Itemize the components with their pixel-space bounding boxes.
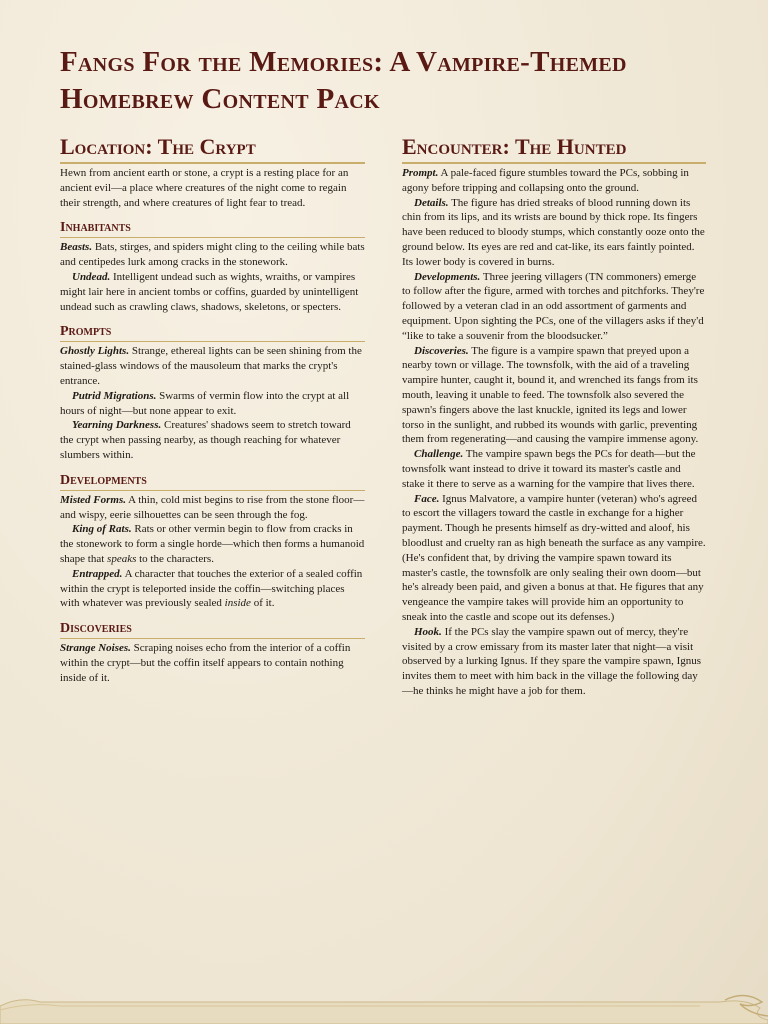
- lead-term: Hook.: [414, 625, 442, 638]
- emphasis-text: inside: [224, 597, 251, 610]
- page-footer-ornament: [0, 986, 768, 1024]
- body-text: Scraping noises echo from the interior of a coffin within the crypt—but the coffin itself appears to contain nothing inside of it.: [60, 642, 351, 684]
- prompts-heading: Prompts: [60, 324, 365, 342]
- body-text: Three jeering villagers (TN commoners) emerge to follow after the figure, armed with torches and pitchforks. They're followed by a veteran clad in an odd assortment of garments and equipment. Upon sighting the PCs, one of the villagers asks if they'd “like to take a souvenir from the bloodsucker.”: [402, 270, 705, 342]
- prompt-yearning-darkness: [60, 418, 365, 462]
- lead-term: King of Rats.: [72, 523, 132, 536]
- body-text: Intelligent undead such as wights, wraiths, or vampires might lair here in ancient tombs or coffins, guarded by unintelligent undead such as crawling claws, shadows, skeletons, or specters.: [60, 270, 359, 313]
- discoveries-heading: Discoveries: [60, 621, 365, 639]
- lead-term: Ghostly Lights.: [60, 345, 130, 358]
- encounter-details: [402, 196, 706, 270]
- body-text: Strange, ethereal lights can be seen shining from the stained-glass windows of the mausoleum that marks the crypt's entrance.: [60, 345, 362, 387]
- lead-term: Strange Noises.: [60, 642, 131, 655]
- left-column: [60, 134, 365, 686]
- body-text: The vampire spawn begs the PCs for death—but the townsfolk want instead to drive it toward its master's castle and stake it there to serve as a warning for the vampire that lives there.: [402, 448, 696, 490]
- location-heading: Location: The Crypt: [60, 134, 365, 164]
- encounter-discoveries: [402, 344, 706, 448]
- lead-term: Details.: [414, 196, 449, 209]
- developments-heading: Developments: [60, 473, 365, 491]
- body-text: Ignus Malvatore, a vampire hunter (veteran) who's agreed to escort the villagers toward the castle in exchange for a higher payment. Though he presents himself as dry-witted and aloof, his bloodlust and cruelty ran as high beneath the surface as any vampire. (He's confident that, by driving the vampire spawn toward its master's castle, the townsfolk are only sealing their own doom—but he's already been paid, and given a bonus at that. He figures that any vengeance the vampire takes will provide him an opportunity to sneak into the castle and scope out its defenses.): [402, 492, 706, 623]
- lead-term: Prompt.: [402, 167, 439, 179]
- body-text: A thin, cold mist begins to rise from the stone floor—and wispy, eerie silhouettes can be seen through the fog.: [60, 493, 365, 521]
- lead-term: Beasts.: [60, 241, 93, 254]
- right-column: [402, 134, 706, 699]
- prompt-putrid-migrations: [60, 389, 365, 419]
- discovery-strange-noises: [60, 641, 365, 685]
- encounter-prompt: [402, 166, 706, 196]
- body-text: Creatures' shadows seem to stretch toward the crypt when passing nearby, as though reaching for whatever slumbers within.: [60, 419, 351, 461]
- lead-term: Entrapped.: [72, 567, 123, 580]
- encounter-face: [402, 492, 706, 625]
- encounter-developments: [402, 270, 706, 344]
- lead-term: Putrid Migrations.: [72, 389, 157, 402]
- prompt-ghostly-lights: [60, 344, 365, 388]
- body-text: A character that touches the exterior of a sealed coffin within the crypt is teleported inside the coffin—switching places with whatever was previously sealed: [60, 567, 363, 610]
- location-intro: Hewn from ancient earth or stone, a crypt is a resting place for an ancient evil—a place where creatures of the night come to regain their strength, and where creatures of light fear to tread.: [60, 167, 349, 209]
- inhabitants-beasts: [60, 240, 365, 270]
- lead-term: Yearning Darkness.: [72, 419, 162, 432]
- body-text: The figure is a vampire spawn that preyed upon a nearby town or village. The townsfolk, with the aid of a traveling vampire hunter, caught it, bound it, and wrenched its fangs from its mouth, leaving it unable to feed. The townsfolk also severed the spawn's fingers above the last knuckle, ignited its legs and lower torso in the sunlight, and rubbed its wounds with garlic, preventing them from regenerating—and causing the vampire immense agony.: [402, 344, 699, 446]
- development-entrapped: [60, 567, 365, 611]
- lead-term: Discoveries.: [414, 344, 469, 357]
- body-text: Bats, stirges, and spiders might cling to the ceiling while bats and centipedes lurk among cracks in the stonework.: [60, 241, 365, 269]
- development-misted-forms: [60, 493, 365, 523]
- encounter-challenge: [402, 447, 706, 491]
- body-text: to the characters.: [136, 552, 214, 565]
- body-text: The figure has dried streaks of blood running down its chin from its lips, and its wrists are bound by thick rope. Its fingers have been reduced to bloody stumps, which constantly ooze onto the ground below. Its eyes are red and cat-like, its ears faintly pointed. Its lower body is covered in burns.: [402, 196, 705, 268]
- lead-term: Challenge.: [414, 448, 464, 461]
- development-king-of-rats: [60, 522, 365, 566]
- body-text: Rats or other vermin begin to flow from cracks in the stonework to form a single horde—which then forms a humanoid shape that: [60, 523, 365, 565]
- inhabitants-undead: [60, 270, 365, 314]
- encounter-heading: Encounter: The Hunted: [402, 134, 706, 164]
- lead-term: Undead.: [72, 270, 111, 283]
- inhabitants-heading: Inhabitants: [60, 220, 365, 238]
- lead-term: Developments.: [414, 270, 481, 283]
- emphasis-text: speaks: [107, 552, 137, 565]
- page-title: Fangs For the Memories: A Vampire-Themed Homebrew Content Pack: [60, 46, 627, 115]
- body-text: If the PCs slay the vampire spawn out of mercy, they're visited by a crow emissary from its master later that night—a visit observed by a lurking Ignus. If they spare the vampire spawn, Ignus invites them to meet with him back in the village the following day—he thinks he might have a job for them.: [402, 625, 702, 697]
- encounter-hook: [402, 625, 706, 699]
- lead-term: Misted Forms.: [60, 493, 127, 506]
- body-text: A pale-faced figure stumbles toward the PCs, sobbing in agony before tripping and collapsing onto the ground.: [402, 167, 689, 194]
- body-text: of it.: [250, 597, 275, 610]
- body-text: Swarms of vermin flow into the crypt at all hours of night—but none appear to exit.: [60, 389, 350, 417]
- lead-term: Face.: [414, 492, 440, 505]
